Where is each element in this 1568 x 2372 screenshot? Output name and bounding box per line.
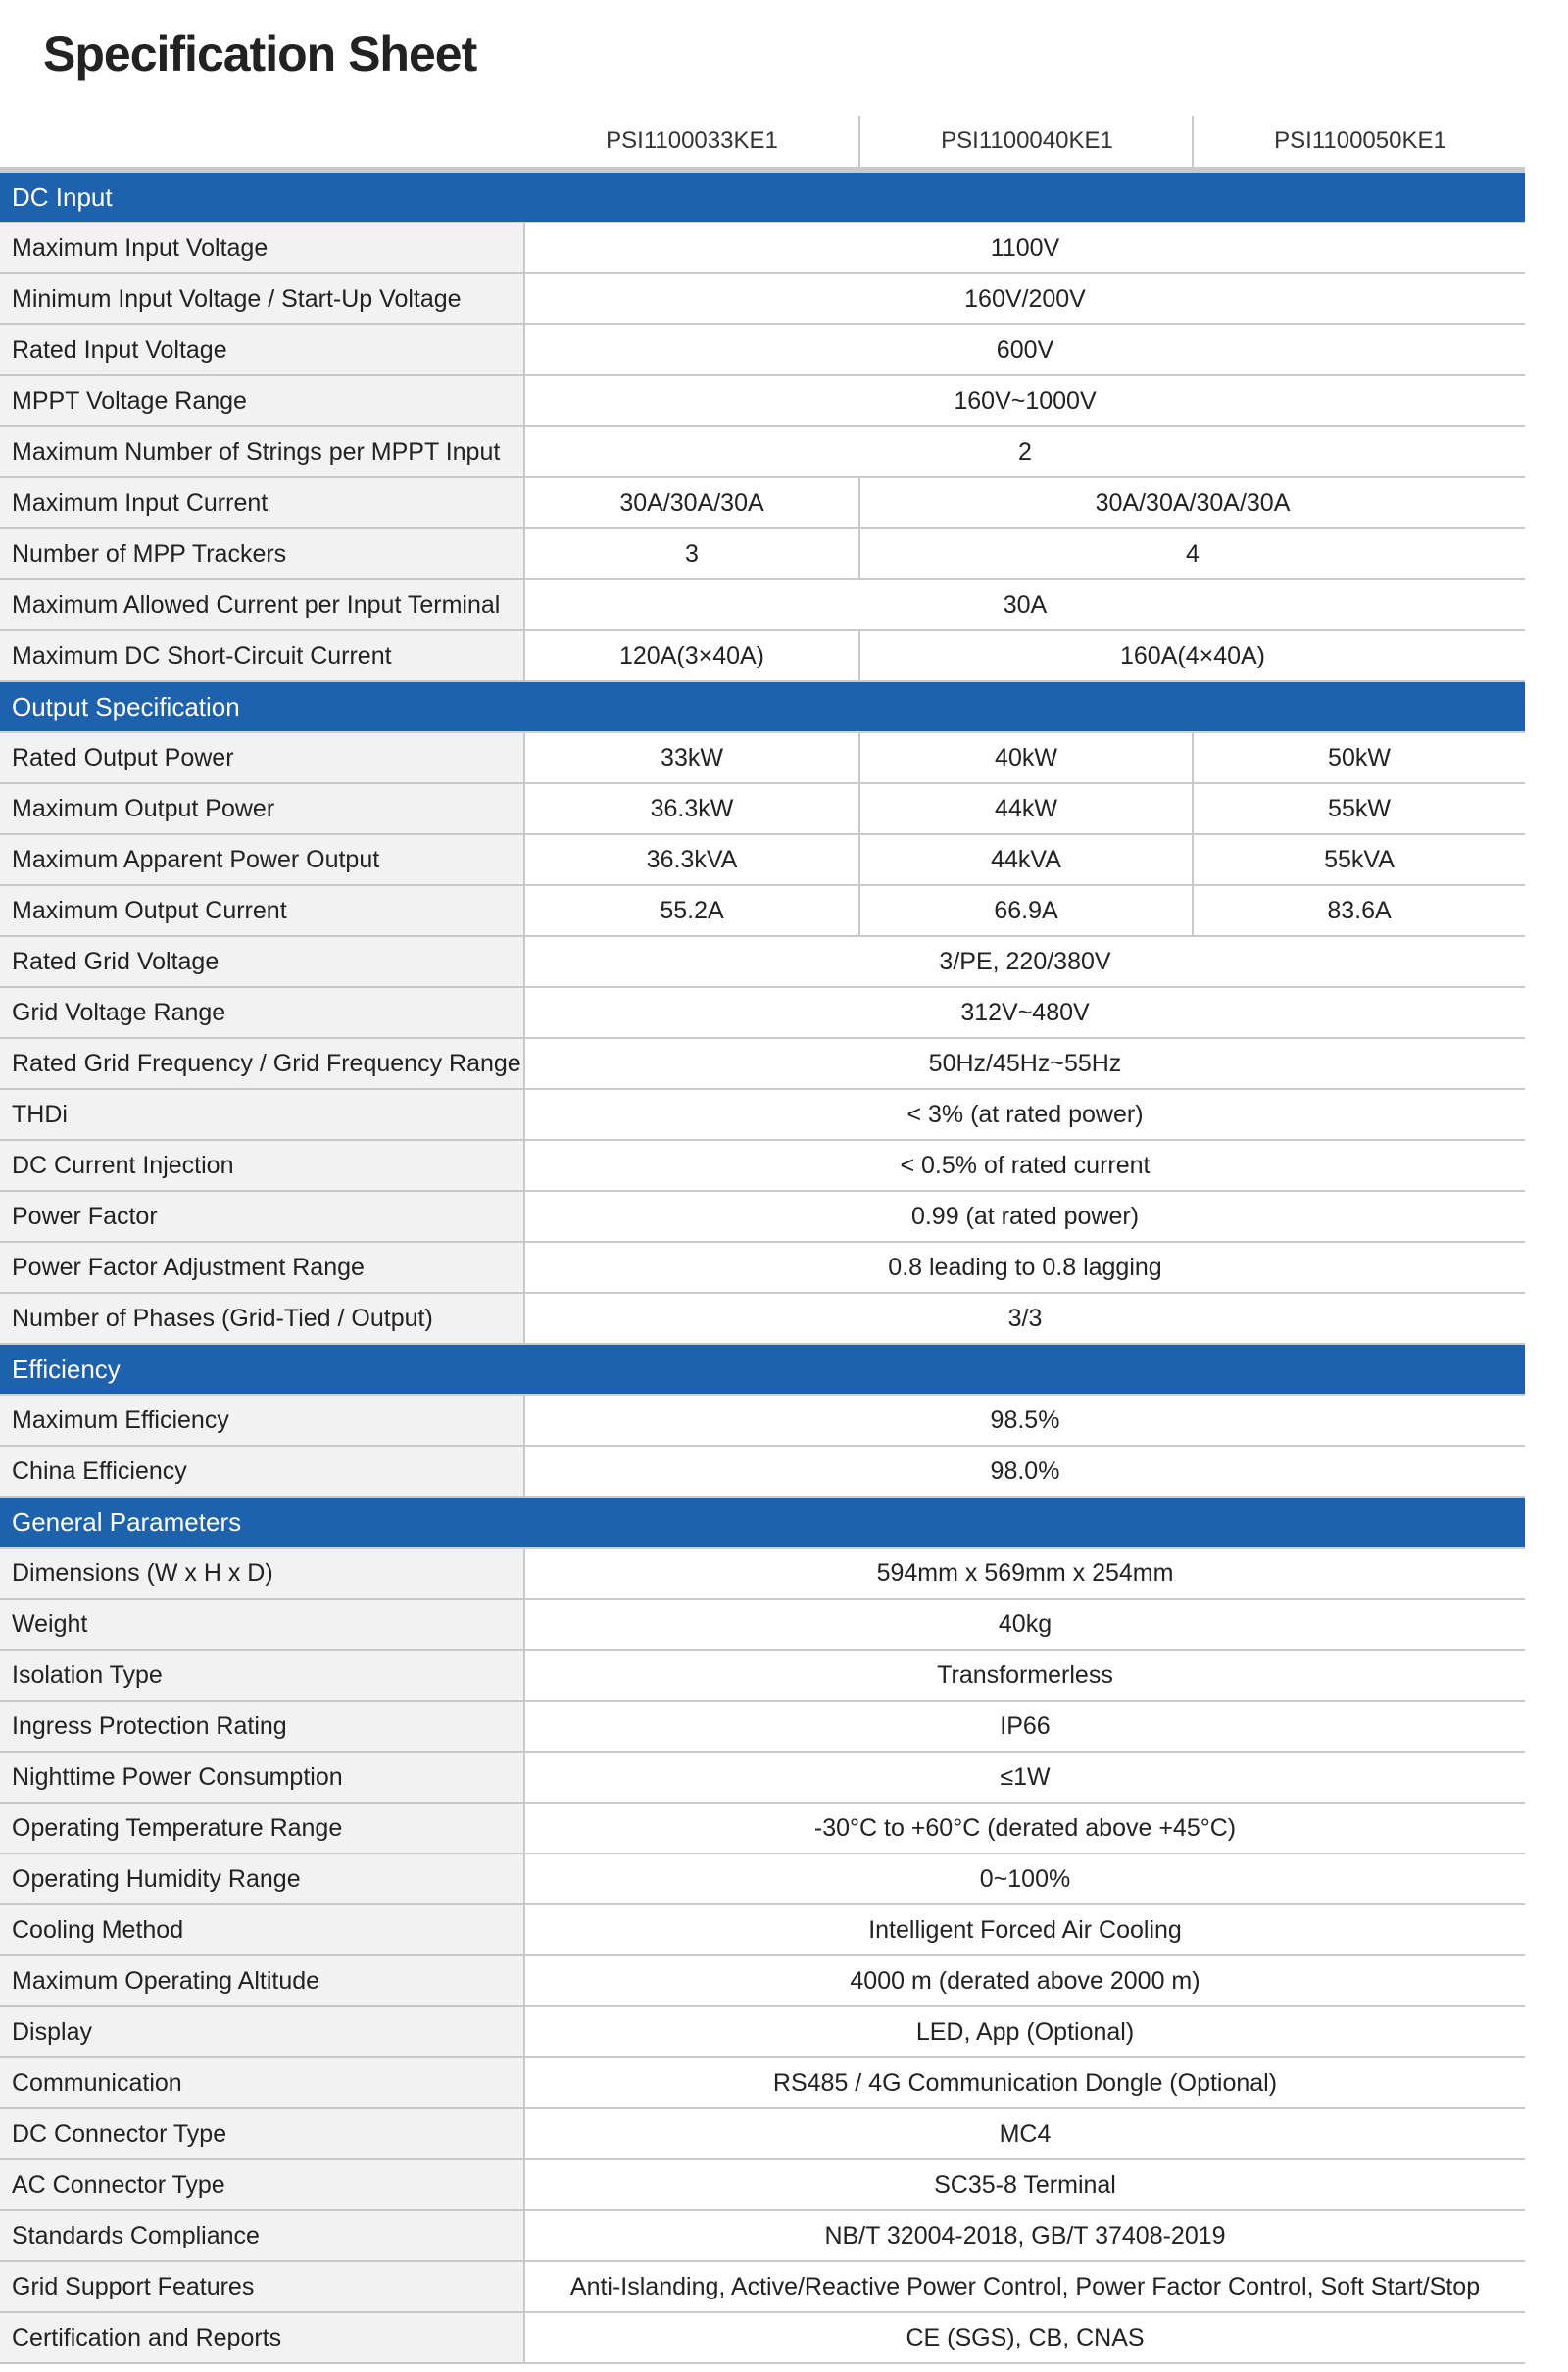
value-cell: 30A/30A/30A/30A bbox=[858, 478, 1525, 527]
spec-table-body bbox=[0, 173, 1525, 2364]
table-row bbox=[0, 1192, 1525, 1243]
row-values bbox=[525, 937, 1525, 986]
row-values bbox=[525, 529, 1525, 578]
table-row bbox=[0, 325, 1525, 376]
section-header: Output Specification bbox=[0, 682, 1525, 733]
spec-table bbox=[0, 116, 1525, 2364]
row-label: Certification and Reports bbox=[0, 2313, 525, 2362]
table-row bbox=[0, 835, 1525, 886]
row-label: Isolation Type bbox=[0, 1651, 525, 1700]
row-values bbox=[525, 325, 1525, 374]
value-cell: 50kW bbox=[1192, 733, 1525, 782]
table-row bbox=[0, 223, 1525, 274]
row-values bbox=[525, 2313, 1525, 2362]
table-row bbox=[0, 2262, 1525, 2313]
value-cell: 36.3kVA bbox=[646, 845, 738, 873]
table-row bbox=[0, 631, 1525, 682]
value-cell: 33kW bbox=[661, 743, 723, 771]
table-row bbox=[0, 1905, 1525, 1956]
value-cell: 4000 m (derated above 2000 m) bbox=[850, 1966, 1200, 1995]
value-cell: LED, App (Optional) bbox=[915, 2017, 1135, 2046]
value-cell: MC4 bbox=[999, 2119, 1052, 2148]
table-row bbox=[0, 2058, 1525, 2109]
row-label: Maximum Operating Altitude bbox=[0, 1956, 525, 2005]
value-cell: 40kW bbox=[858, 733, 1192, 782]
value-cell: 55kVA bbox=[1192, 835, 1525, 884]
row-label: Cooling Method bbox=[0, 1905, 525, 1954]
row-label: AC Connector Type bbox=[0, 2160, 525, 2209]
table-row bbox=[0, 1039, 1525, 1090]
row-label: THDi bbox=[0, 1090, 525, 1139]
table-row bbox=[0, 2160, 1525, 2211]
row-label: Maximum Apparent Power Output bbox=[0, 835, 525, 884]
value-cell: ≤1W bbox=[1000, 1762, 1051, 1791]
row-values bbox=[525, 1600, 1525, 1649]
section-header: General Parameters bbox=[0, 1498, 1525, 1549]
row-values bbox=[525, 1753, 1525, 1802]
page-title: Specification Sheet bbox=[43, 26, 477, 81]
row-values bbox=[525, 2007, 1525, 2056]
section-header: Efficiency bbox=[0, 1345, 1525, 1396]
table-row bbox=[0, 1243, 1525, 1294]
table-row bbox=[0, 580, 1525, 631]
row-values bbox=[525, 631, 1525, 680]
value-cell: 50Hz/45Hz~55Hz bbox=[928, 1049, 1122, 1077]
table-row bbox=[0, 478, 1525, 529]
value-cell: 160V/200V bbox=[964, 284, 1086, 313]
value-cell: < 3% (at rated power) bbox=[906, 1100, 1144, 1128]
value-cell: 2 bbox=[1018, 437, 1032, 466]
row-label: Number of MPP Trackers bbox=[0, 529, 525, 578]
row-label: Ingress Protection Rating bbox=[0, 1702, 525, 1751]
value-cell: 160V~1000V bbox=[954, 386, 1097, 415]
row-label: DC Connector Type bbox=[0, 2109, 525, 2158]
row-label: Rated Input Voltage bbox=[0, 325, 525, 374]
row-values bbox=[525, 1651, 1525, 1700]
value-cell: Anti-Islanding, Active/Reactive Power Control, Power Factor Control, Soft Start/Stop bbox=[569, 2272, 1481, 2300]
row-label: China Efficiency bbox=[0, 1447, 525, 1496]
table-row bbox=[0, 1854, 1525, 1905]
row-values bbox=[525, 274, 1525, 323]
table-row bbox=[0, 1141, 1525, 1192]
table-row bbox=[0, 1090, 1525, 1141]
row-values bbox=[525, 1905, 1525, 1954]
value-cell: 3/3 bbox=[1007, 1304, 1043, 1332]
value-cell: 160A(4×40A) bbox=[858, 631, 1525, 680]
table-row bbox=[0, 1804, 1525, 1854]
row-values bbox=[525, 2058, 1525, 2107]
value-cell: 55.2A bbox=[660, 896, 724, 924]
value-cell: < 0.5% of rated current bbox=[900, 1151, 1151, 1179]
model-column-header: PSI1100033KE1 bbox=[606, 127, 778, 154]
row-values bbox=[525, 1294, 1525, 1343]
value-cell: 36.3kW bbox=[650, 794, 734, 822]
row-label: Rated Grid Frequency / Grid Frequency Range bbox=[0, 1039, 525, 1088]
table-row bbox=[0, 937, 1525, 988]
table-row bbox=[0, 1549, 1525, 1600]
row-values bbox=[525, 1956, 1525, 2005]
value-cell: SC35-8 Terminal bbox=[934, 2170, 1116, 2199]
section-header: DC Input bbox=[0, 173, 1525, 223]
row-label: Operating Temperature Range bbox=[0, 1804, 525, 1853]
value-cell: 55kW bbox=[1192, 784, 1525, 833]
table-row bbox=[0, 1600, 1525, 1651]
row-label: Grid Support Features bbox=[0, 2262, 525, 2311]
table-row bbox=[0, 376, 1525, 427]
table-row bbox=[0, 2007, 1525, 2058]
row-label: Maximum Input Current bbox=[0, 478, 525, 527]
model-column-header: PSI1100050KE1 bbox=[1192, 116, 1527, 167]
row-label: Minimum Input Voltage / Start-Up Voltage bbox=[0, 274, 525, 323]
table-row bbox=[0, 1702, 1525, 1753]
row-label: Number of Phases (Grid-Tied / Output) bbox=[0, 1294, 525, 1343]
value-cell: 4 bbox=[858, 529, 1525, 578]
value-cell: 30A bbox=[1003, 590, 1048, 618]
row-values bbox=[525, 1039, 1525, 1088]
table-row bbox=[0, 2313, 1525, 2364]
value-cell: 0.8 leading to 0.8 lagging bbox=[888, 1253, 1162, 1281]
table-row bbox=[0, 2109, 1525, 2160]
value-cell: IP66 bbox=[1000, 1711, 1051, 1740]
row-values bbox=[525, 580, 1525, 629]
row-label: Display bbox=[0, 2007, 525, 2056]
row-values bbox=[525, 2160, 1525, 2209]
row-values bbox=[525, 988, 1525, 1037]
table-row bbox=[0, 1396, 1525, 1447]
table-row bbox=[0, 988, 1525, 1039]
row-values bbox=[525, 1854, 1525, 1903]
value-cell: 44kVA bbox=[858, 835, 1192, 884]
row-label: Nighttime Power Consumption bbox=[0, 1753, 525, 1802]
value-cell: 66.9A bbox=[858, 886, 1192, 935]
value-cell: 0~100% bbox=[979, 1864, 1071, 1893]
row-values bbox=[525, 835, 1525, 884]
table-row bbox=[0, 1294, 1525, 1345]
value-cell: 98.5% bbox=[990, 1406, 1060, 1434]
value-cell: 594mm x 569mm x 254mm bbox=[876, 1558, 1174, 1587]
row-values bbox=[525, 784, 1525, 833]
row-values bbox=[525, 427, 1525, 476]
row-label: Maximum Number of Strings per MPPT Input bbox=[0, 427, 525, 476]
row-values bbox=[525, 2211, 1525, 2260]
value-cell: 98.0% bbox=[990, 1457, 1060, 1485]
value-cell: 120A(3×40A) bbox=[618, 641, 765, 669]
value-cell: 83.6A bbox=[1192, 886, 1525, 935]
row-label: Maximum DC Short-Circuit Current bbox=[0, 631, 525, 680]
value-cell: Transformerless bbox=[937, 1660, 1113, 1689]
table-row bbox=[0, 886, 1525, 937]
row-values bbox=[525, 1090, 1525, 1139]
row-values bbox=[525, 1549, 1525, 1598]
row-label: MPPT Voltage Range bbox=[0, 376, 525, 425]
table-row bbox=[0, 1447, 1525, 1498]
value-cell: Intelligent Forced Air Cooling bbox=[868, 1915, 1182, 1944]
row-values bbox=[525, 1192, 1525, 1241]
table-row bbox=[0, 1651, 1525, 1702]
table-row bbox=[0, 1956, 1525, 2007]
row-values bbox=[525, 1243, 1525, 1292]
row-label: Rated Output Power bbox=[0, 733, 525, 782]
row-values bbox=[525, 1702, 1525, 1751]
value-cell: 3/PE, 220/380V bbox=[939, 947, 1111, 975]
row-values bbox=[525, 2109, 1525, 2158]
row-label: Weight bbox=[0, 1600, 525, 1649]
value-cell: CE (SGS), CB, CNAS bbox=[906, 2323, 1145, 2351]
table-row bbox=[0, 529, 1525, 580]
table-row bbox=[0, 733, 1525, 784]
row-label: Power Factor bbox=[0, 1192, 525, 1241]
value-cell: 30A/30A/30A bbox=[619, 488, 764, 517]
table-row bbox=[0, 1753, 1525, 1804]
value-cell: 40kg bbox=[998, 1609, 1053, 1638]
value-cell: 600V bbox=[996, 335, 1054, 364]
row-values bbox=[525, 223, 1525, 272]
row-label: Maximum Output Power bbox=[0, 784, 525, 833]
value-cell: 3 bbox=[685, 539, 699, 568]
row-values bbox=[525, 733, 1525, 782]
row-label: Maximum Efficiency bbox=[0, 1396, 525, 1445]
row-label: Standards Compliance bbox=[0, 2211, 525, 2260]
value-cell: 312V~480V bbox=[960, 998, 1090, 1026]
row-values bbox=[525, 376, 1525, 425]
table-row bbox=[0, 274, 1525, 325]
value-cell: RS485 / 4G Communication Dongle (Optional) bbox=[772, 2068, 1278, 2097]
row-values bbox=[525, 1396, 1525, 1445]
row-label: Maximum Allowed Current per Input Terminal bbox=[0, 580, 525, 629]
row-label: Operating Humidity Range bbox=[0, 1854, 525, 1903]
row-label: Power Factor Adjustment Range bbox=[0, 1243, 525, 1292]
row-values bbox=[525, 1141, 1525, 1190]
row-values bbox=[525, 478, 1525, 527]
row-label: Grid Voltage Range bbox=[0, 988, 525, 1037]
row-values bbox=[525, 1447, 1525, 1496]
row-label: Communication bbox=[0, 2058, 525, 2107]
table-row bbox=[0, 2211, 1525, 2262]
row-label: Maximum Output Current bbox=[0, 886, 525, 935]
model-header-row bbox=[0, 116, 1525, 173]
model-column-header: PSI1100040KE1 bbox=[858, 116, 1194, 167]
row-values bbox=[525, 1804, 1525, 1853]
row-values bbox=[525, 2262, 1525, 2311]
value-cell: NB/T 32004-2018, GB/T 37408-2019 bbox=[824, 2221, 1226, 2249]
row-label: Rated Grid Voltage bbox=[0, 937, 525, 986]
row-label: Dimensions (W x H x D) bbox=[0, 1549, 525, 1598]
row-label: DC Current Injection bbox=[0, 1141, 525, 1190]
row-values bbox=[525, 886, 1525, 935]
table-row bbox=[0, 427, 1525, 478]
value-cell: 0.99 (at rated power) bbox=[910, 1202, 1140, 1230]
row-label: Maximum Input Voltage bbox=[0, 223, 525, 272]
value-cell: 44kW bbox=[858, 784, 1192, 833]
table-row bbox=[0, 784, 1525, 835]
value-cell: -30°C to +60°C (derated above +45°C) bbox=[813, 1813, 1237, 1842]
value-cell: 1100V bbox=[990, 233, 1060, 262]
